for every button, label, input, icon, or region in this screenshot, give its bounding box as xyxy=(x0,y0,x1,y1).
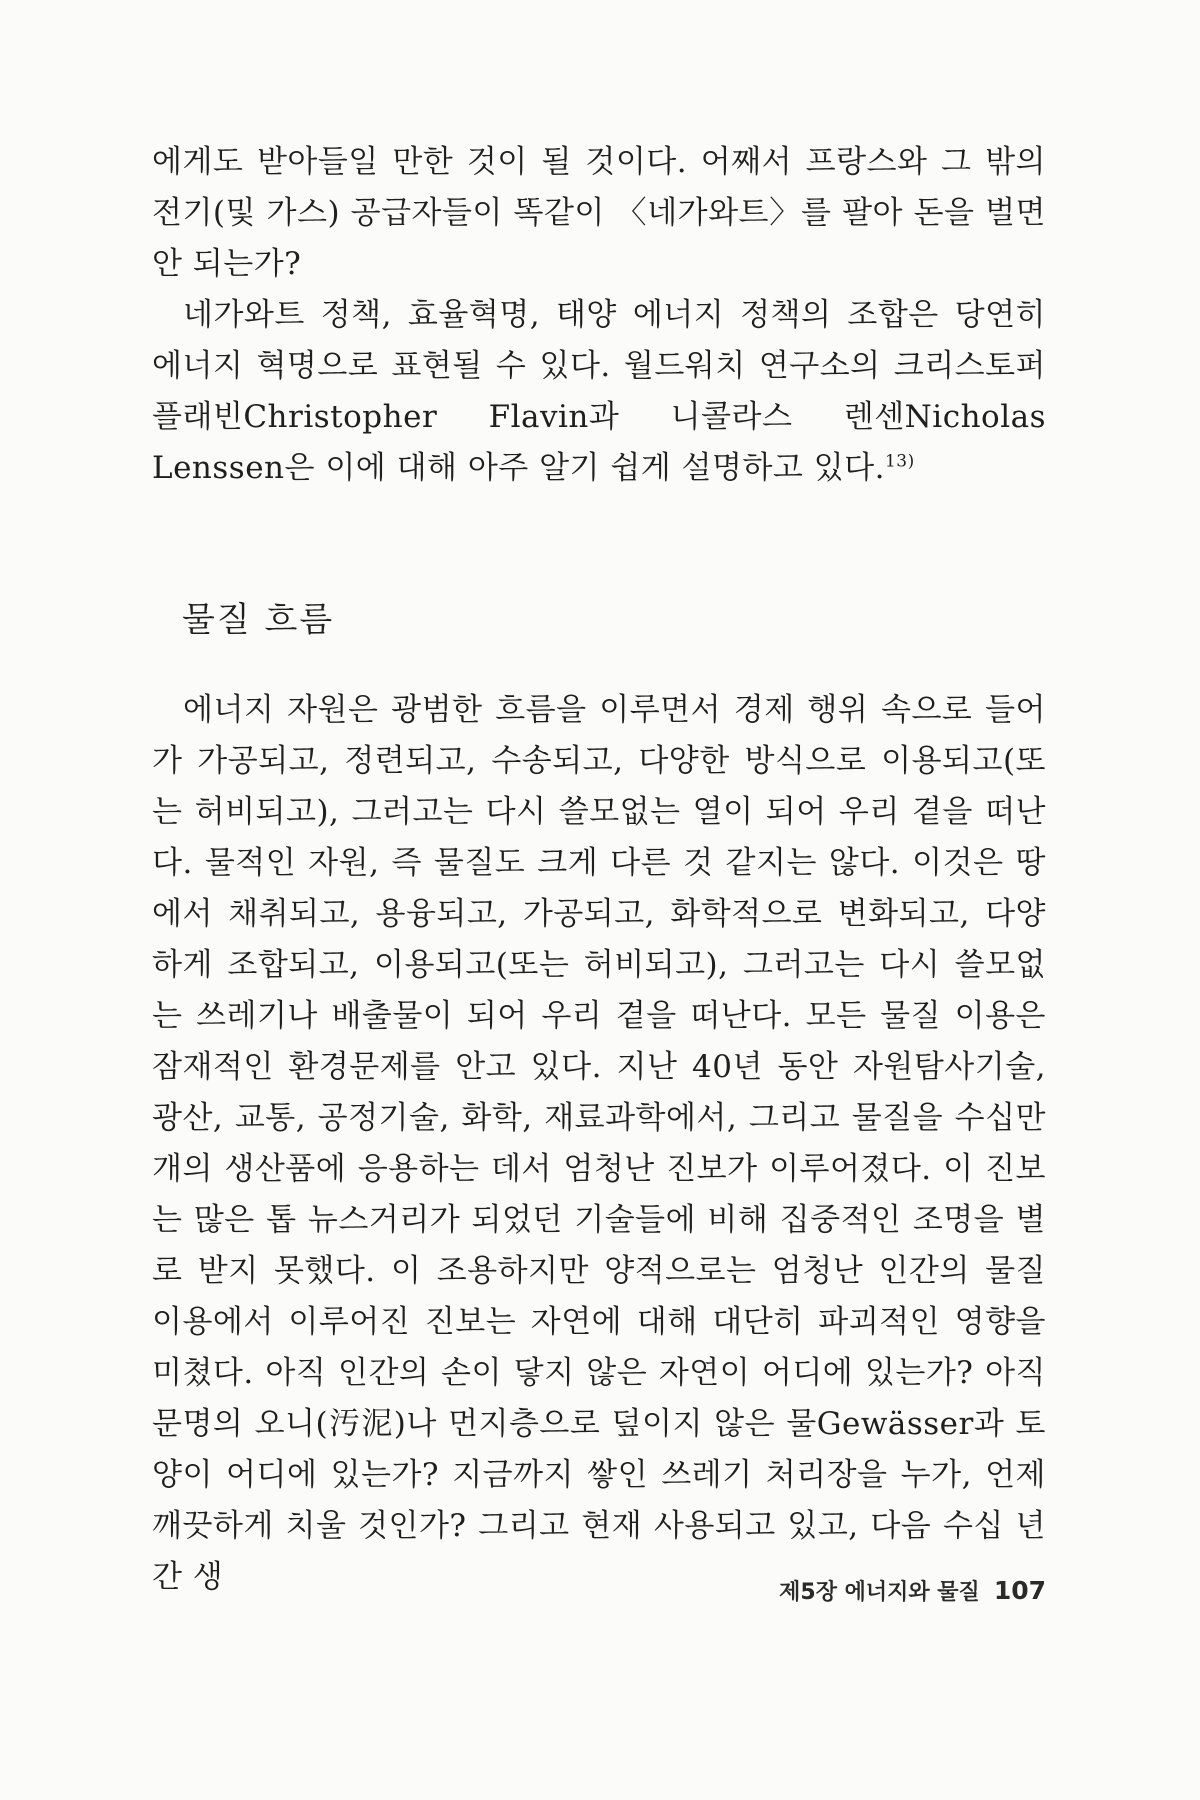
paragraph-material-flow: 에너지 자원은 광범한 흐름을 이루면서 경제 행위 속으로 들어가 가공되고, 정련되고, 수송되고, 다양한 방식으로 이용되고(또는 허비되고), 그러고는 다시 쓸모없는 열이 되어 우리 곁을 떠난다. 물적인 자원, 즉 물질도 크게 다른 것 같지는 않다. 이것은 땅에서 채취되고, 용융되고, 가공되고, 화학적으로 변화되고, 다양하게 조합되고, 이용되고(또는 허비되고), 그러고는 다시 쓸모없는 쓰레기나 배출물이 되어 우리 곁을 떠난다. 모든 물질 이용은 잠재적인 환경문제를 안고 있다. 지난 40년 동안 자원탐사기술, 광산, 교통, 공정기술, 화학, 재료과학에서, 그리고 물질을 수십만 개의 생산품에 응용하는 데서 엄청난 진보가 이루어졌다. 이 진보는 많은 톱 뉴스거리가 되었던 기술들에 비해 집중적인 조명을 별로 받지 못했다. 이 조용하지만 양적으로는 엄청난 인간의 물질 이용에서 이루어진 진보는 자연에 대해 대단히 파괴적인 영향을 미쳤다. 아직 인간의 손이 닿지 않은 자연이 어디에 있는가? 아직 문명의 오니(汚泥)나 먼지층으로 덮이지 않은 물Gewässer과 토양이 어디에 있는가? 지금까지 쌓인 쓰레기 처리장을 누가, 언제 깨끗하게 치울 것인가? 그리고 현재 사용되고 있고, 다음 수십 년 간 생 xyxy=(152,692,1046,1595)
footnote-reference[interactable]: 13) xyxy=(884,451,915,472)
paragraph-continued: 에게도 받아들일 만한 것이 될 것이다. 어째서 프랑스와 그 밖의 전기(및 가스) 공급자들이 똑같이 〈네가와트〉를 팔아 돈을 벌면 안 되는가? xyxy=(152,144,1046,282)
page-number: 107 xyxy=(993,1576,1046,1605)
running-footer xyxy=(779,1575,1046,1606)
chapter-title: 제5장 에너지와 물질 xyxy=(779,1580,980,1605)
opening-text xyxy=(152,137,1046,494)
paragraph-negawatt xyxy=(152,290,1046,494)
paragraph-negawatt-text: 네가와트 정책, 효율혁명, 태양 에너지 정책의 조합은 당연히 에너지 혁명으로 표현될 수 있다. 월드워치 연구소의 크리스토퍼 플래빈Christopher Flavin과 니콜라스 렌센Nicholas Lenssen은 이에 대해 아주 알기 쉽게 설명하고 있다. xyxy=(152,297,1046,486)
section-heading: 물질 흐름 xyxy=(182,600,335,640)
section-text xyxy=(152,685,1046,1603)
